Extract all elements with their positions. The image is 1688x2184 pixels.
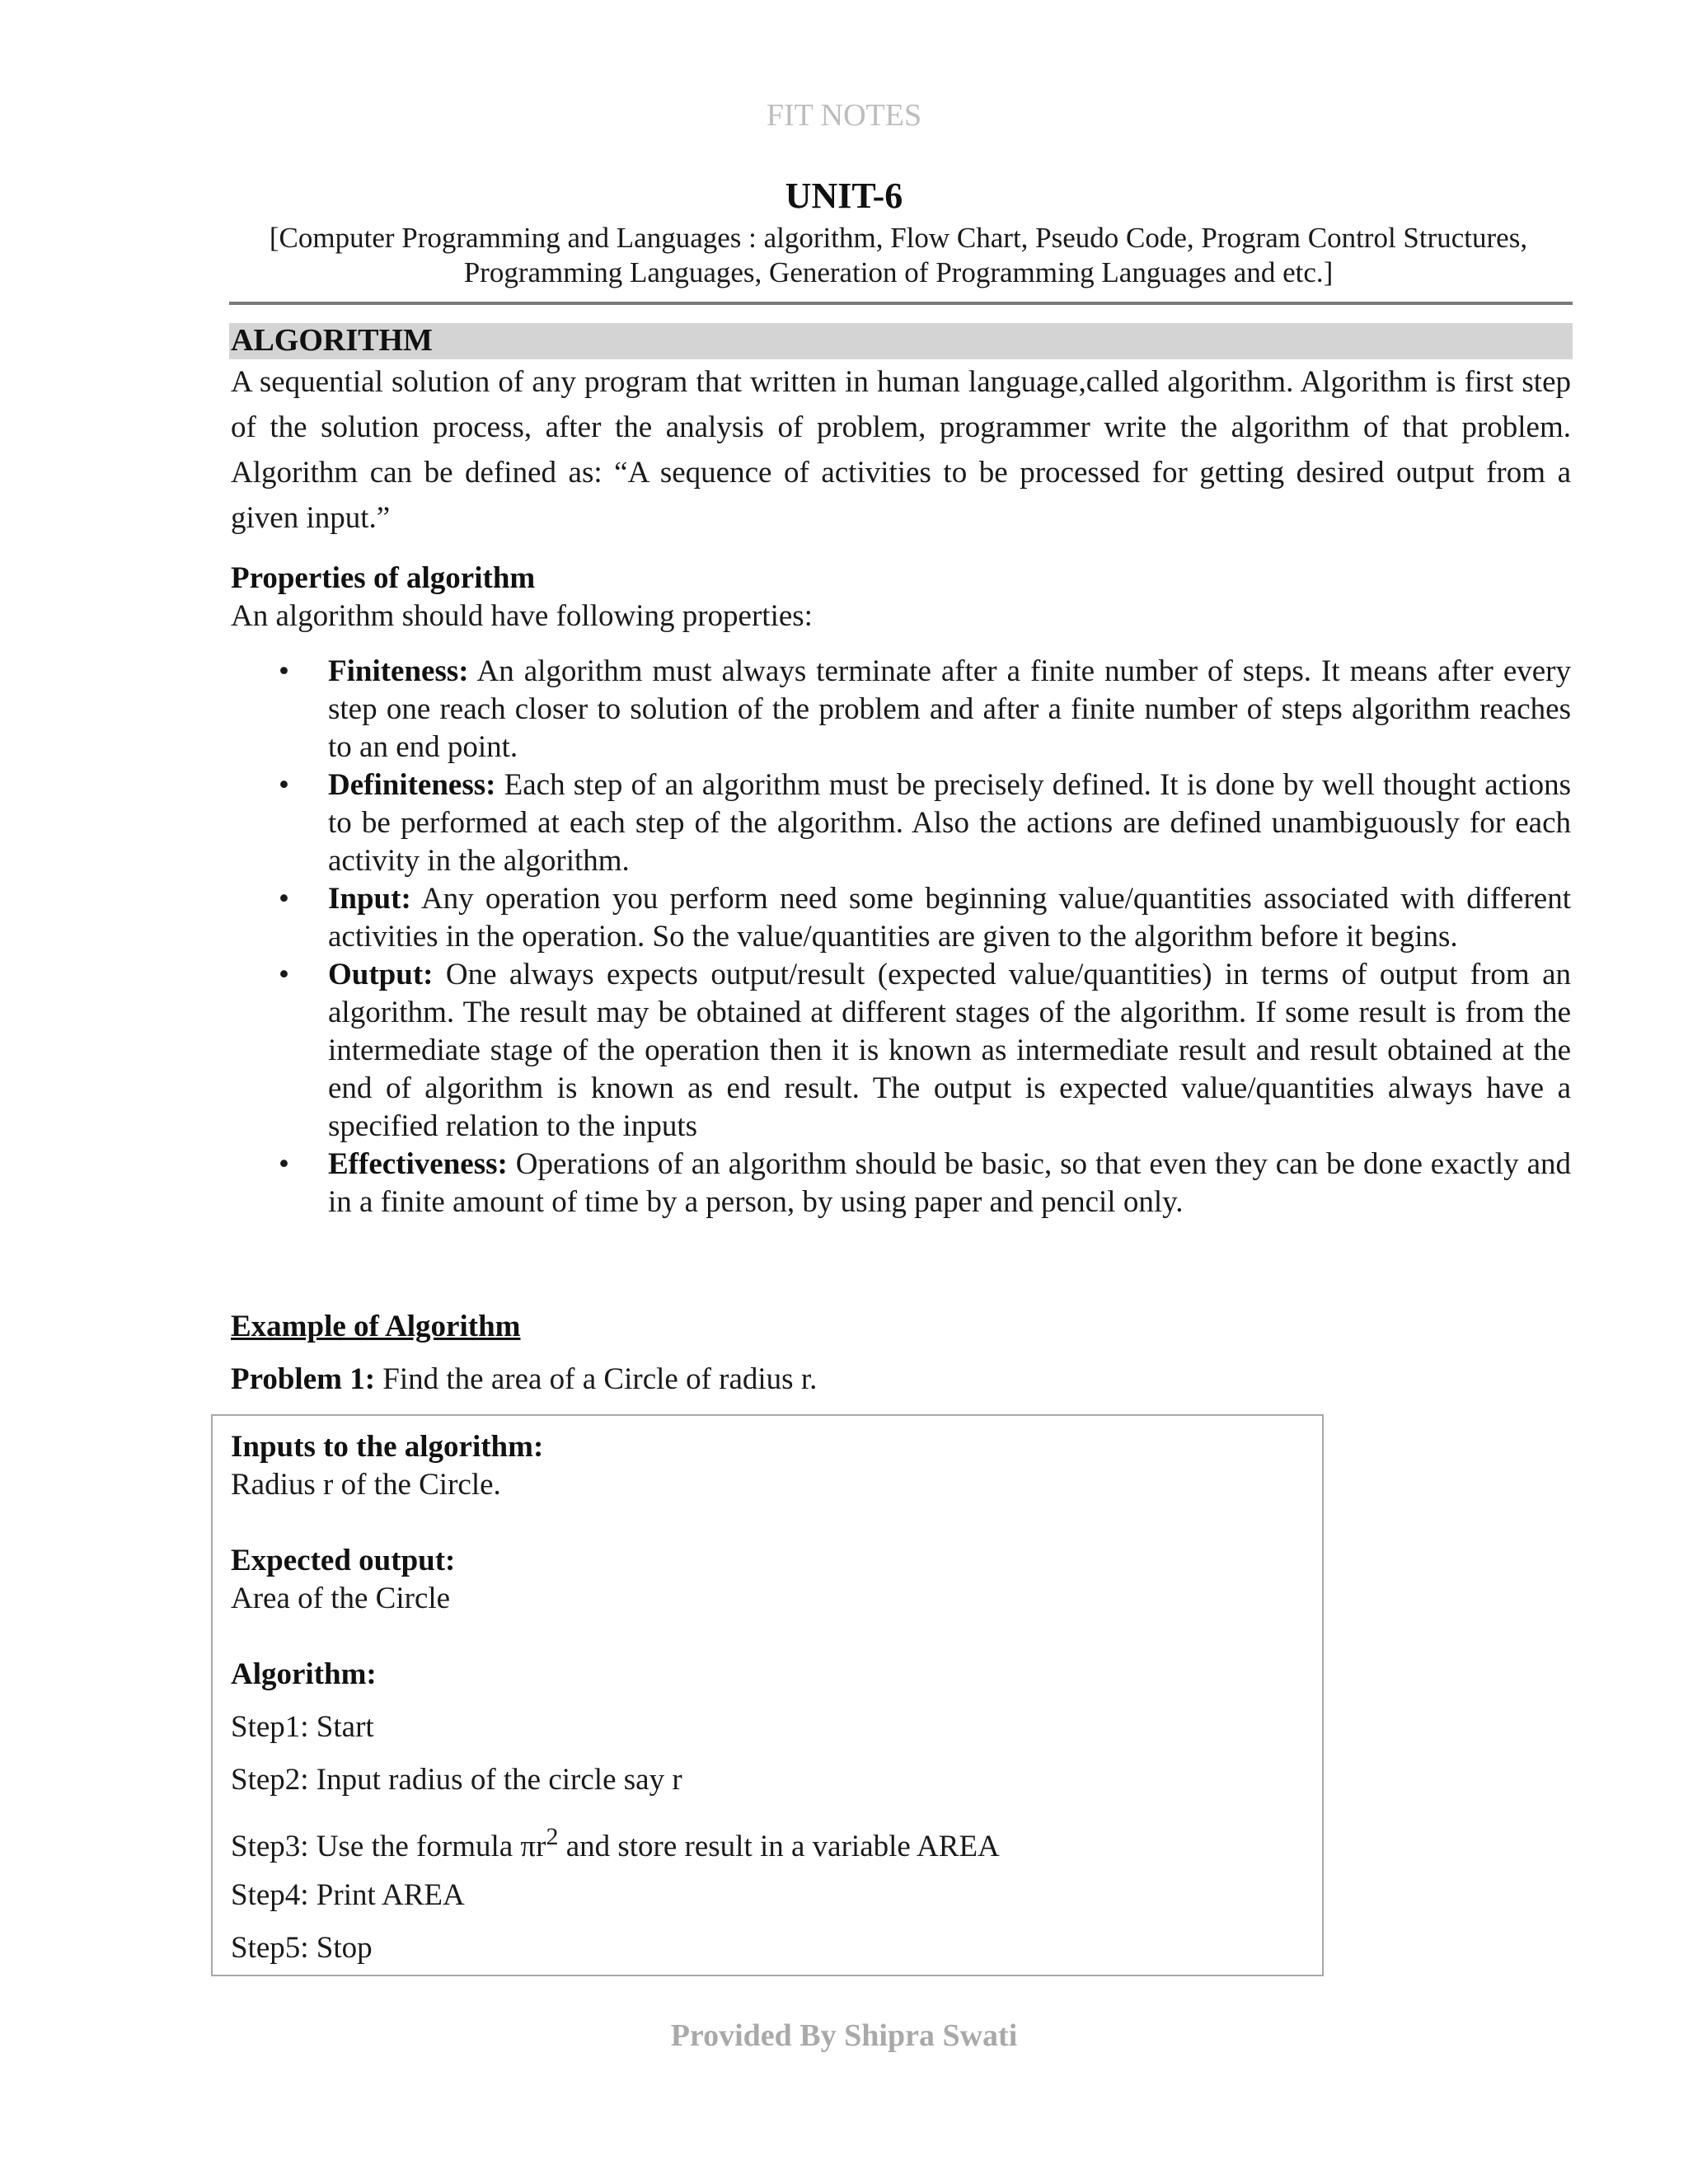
list-item [231,880,1571,956]
output-heading: Expected output: [231,1544,456,1577]
unit-subtitle-line-2: Programming Languages, Generation of Programming Languages and etc.] [463,256,1334,288]
intro-paragraph: A sequential solution of any program that written in human language,called algorithm. Algorithm is first step of the solution process, after the analysis of problem, programmer write the algorithm of that problem. Algorithm can be defined as: “A sequence of activities to be processed for getting desired output from a given input.” [231,365,1571,535]
step-3-exponent: 2 [546,1823,559,1850]
problem-label: Problem 1: [231,1362,376,1396]
algorithm-step-1: Step1: Start [231,1710,374,1744]
algorithm-step-5: Step5: Stop [231,1931,373,1965]
list-item [231,956,1571,1146]
bullet-icon: • [279,1147,289,1181]
bullet-icon: • [279,768,289,802]
property-term: Input: [328,882,411,916]
footer-credit: Provided By Shipra Swati [670,2018,1018,2053]
property-term: Output: [328,958,434,991]
property-term: Effectiveness: [328,1147,508,1181]
properties-heading: Properties of algorithm [231,561,536,595]
bullet-icon: • [279,654,289,688]
output-text: Area of the Circle [231,1582,451,1615]
unit-subtitle [231,221,1566,290]
property-text: Each step of an algorithm must be precisely defined. It is done by well thought actions to be performed at each step of the algorithm. Also the actions are defined unambiguously for each activity in the algorithm. [328,768,1571,878]
algorithm-heading: Algorithm: [231,1657,377,1691]
list-item [231,1146,1571,1221]
property-term: Finiteness: [328,654,469,688]
bullet-icon: • [279,882,289,916]
list-item [231,766,1571,880]
problem-text: Find the area of a Circle of radius r. [375,1362,818,1396]
property-text: Operations of an algorithm should be basic, so that even they can be done exactly and in a finite amount of time by a person, by using paper and pencil only. [328,1147,1571,1219]
property-text: An algorithm must always terminate after a finite number of steps. It means after every step one reach closer to solution of the problem and after a finite number of steps algorithm reaches to an end point. [328,654,1571,764]
property-text: One always expects output/result (expected value/quantities) in terms of output from an algorithm. The result may be obtained at different stages of the algorithm. If some result is from the intermediate stage of the operation then it is known as intermediate result and result obtained at the end of algorithm is known as end result. The output is expected value/quantities always have a specified relation to the inputs [328,958,1571,1143]
algorithm-step-2: Step2: Input radius of the circle say r [231,1763,682,1797]
inputs-text: Radius r of the Circle. [231,1468,501,1502]
bullet-icon: • [279,958,289,991]
problem-statement [231,1361,817,1397]
step-3-suffix: and store result in a variable AREA [558,1830,1000,1863]
list-item [231,653,1571,766]
unit-subtitle-line-1: [Computer Programming and Languages : algorithm, Flow Chart, Pseudo Code, Program Control Structures, [269,222,1528,254]
algorithm-step-3 [231,1823,1000,1864]
unit-title: UNIT-6 [785,176,903,216]
header-note: FIT NOTES [766,98,922,133]
step-3-prefix: Step3: Use the formula πr [231,1830,546,1863]
algorithm-step-4: Step4: Print AREA [231,1878,465,1912]
property-text: Any operation you perform need some beginning value/quantities associated with different activities in the operation. So the value/quantities are given to the algorithm before it begins. [328,882,1571,954]
header-divider [229,302,1573,305]
properties-list [231,653,1571,1221]
section-heading: ALGORITHM [231,323,433,358]
properties-intro: An algorithm should have following properties: [231,599,813,633]
inputs-heading: Inputs to the algorithm: [231,1430,544,1464]
example-heading: Example of Algorithm [231,1310,521,1343]
property-term: Definiteness: [328,768,496,802]
